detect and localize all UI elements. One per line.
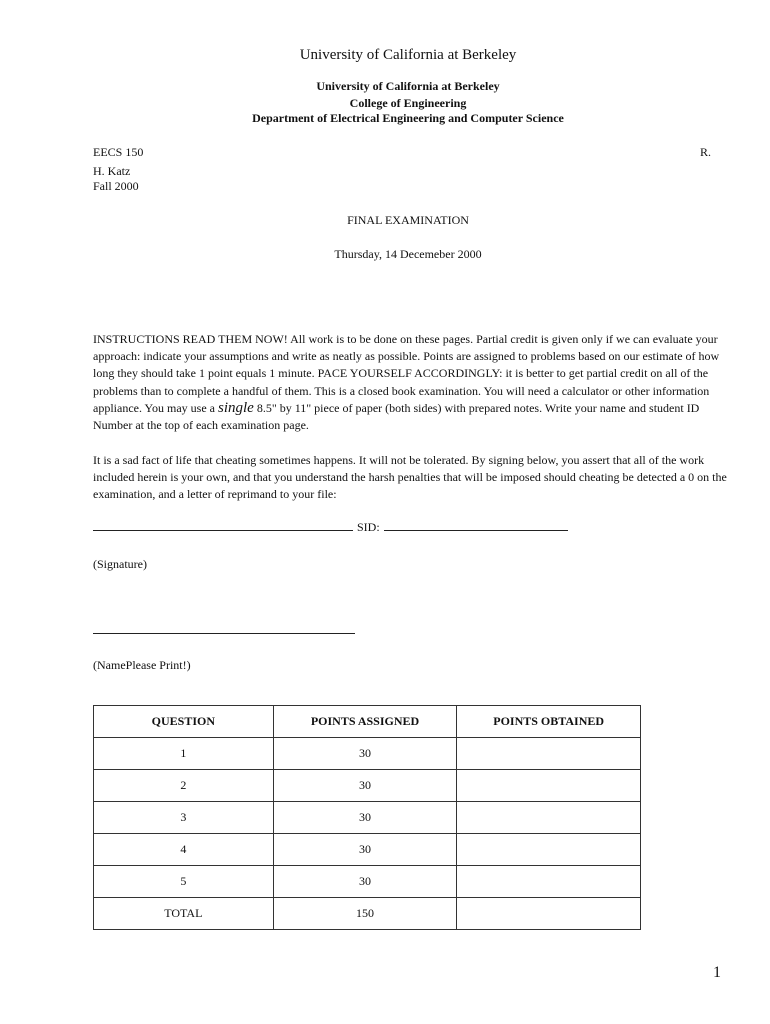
question-cell: 2 <box>94 770 274 802</box>
points-assigned-cell: 30 <box>273 802 457 834</box>
points-assigned-cell: 30 <box>273 770 457 802</box>
honor-statement: It is a sad fact of life that cheating sometimes happens. It will not be tolerated. By signing below, you assert that all of the work included herein is your own, and that you understand the harsh penalties that will be imposed should cheating be detected a 0 on the examination, and a letter of reprimand to your file: <box>93 453 727 502</box>
points-assigned-cell: 30 <box>273 738 457 770</box>
table-row-total <box>94 898 641 930</box>
header-points-assigned: POINTS ASSIGNED <box>273 706 457 738</box>
total-points-cell: 150 <box>273 898 457 930</box>
department-name: Department of Electrical Engineering and Computer Science <box>252 111 564 125</box>
table-header-row <box>94 706 641 738</box>
college-name: College of Engineering <box>349 96 467 110</box>
table-row <box>94 834 641 866</box>
points-obtained-cell[interactable] <box>457 738 641 770</box>
right-mark: R. <box>700 145 712 159</box>
table-row <box>94 866 641 898</box>
points-obtained-cell[interactable] <box>457 770 641 802</box>
question-cell: 3 <box>94 802 274 834</box>
table-row <box>94 802 641 834</box>
question-cell: 4 <box>94 834 274 866</box>
sid-label: SID: <box>357 520 380 534</box>
term: Fall 2000 <box>93 179 139 193</box>
exam-title: FINAL EXAMINATION <box>347 213 469 227</box>
total-obtained-cell[interactable] <box>457 898 641 930</box>
points-assigned-cell: 30 <box>273 866 457 898</box>
running-title: University of California at Berkeley <box>299 47 517 63</box>
name-line[interactable] <box>93 633 355 634</box>
page-number: 1 <box>713 964 721 981</box>
total-label-cell: TOTAL <box>94 898 274 930</box>
university-name: University of California at Berkeley <box>316 79 500 93</box>
instructions-text-before: INSTRUCTIONS READ THEM NOW! All work is to be done on these pages. Partial credit is given only if we can evaluate your approach: indicate your assumptions and write as neatly as possible. Points are assigned to problems based on our estimate of how long they should take 1 point equals 1 minute. PACE YOURSELF ACCORDINGLY: it is better to get partial credit on all of the problems than to complete a handful of them. This is a closed book examination. You will need a calculator or other information appliance. You may use a <box>93 332 720 415</box>
instructor-name: H. Katz <box>93 164 131 178</box>
instructions-paragraph <box>93 331 733 434</box>
signature-caption: (Signature) <box>93 557 147 571</box>
question-cell: 5 <box>94 866 274 898</box>
question-cell: 1 <box>94 738 274 770</box>
points-obtained-cell[interactable] <box>457 802 641 834</box>
header-points-obtained: POINTS OBTAINED <box>457 706 641 738</box>
instructions-single-word: single <box>217 399 254 416</box>
header-question: QUESTION <box>94 706 274 738</box>
table-row <box>94 738 641 770</box>
points-obtained-cell[interactable] <box>457 866 641 898</box>
score-table <box>93 705 641 930</box>
name-caption: (NamePlease Print!) <box>93 658 191 672</box>
table-row <box>94 770 641 802</box>
points-assigned-cell: 30 <box>273 834 457 866</box>
points-obtained-cell[interactable] <box>457 834 641 866</box>
sid-line[interactable] <box>384 530 568 531</box>
signature-line[interactable] <box>93 530 353 531</box>
exam-date: Thursday, 14 Decemeber 2000 <box>334 247 482 261</box>
course-code: EECS 150 <box>93 145 144 159</box>
instructions-text-after: 8.5" by 11" piece of paper (both sides) with prepared notes. Write your name and student ID Number at the top of each examination page. <box>93 400 700 433</box>
